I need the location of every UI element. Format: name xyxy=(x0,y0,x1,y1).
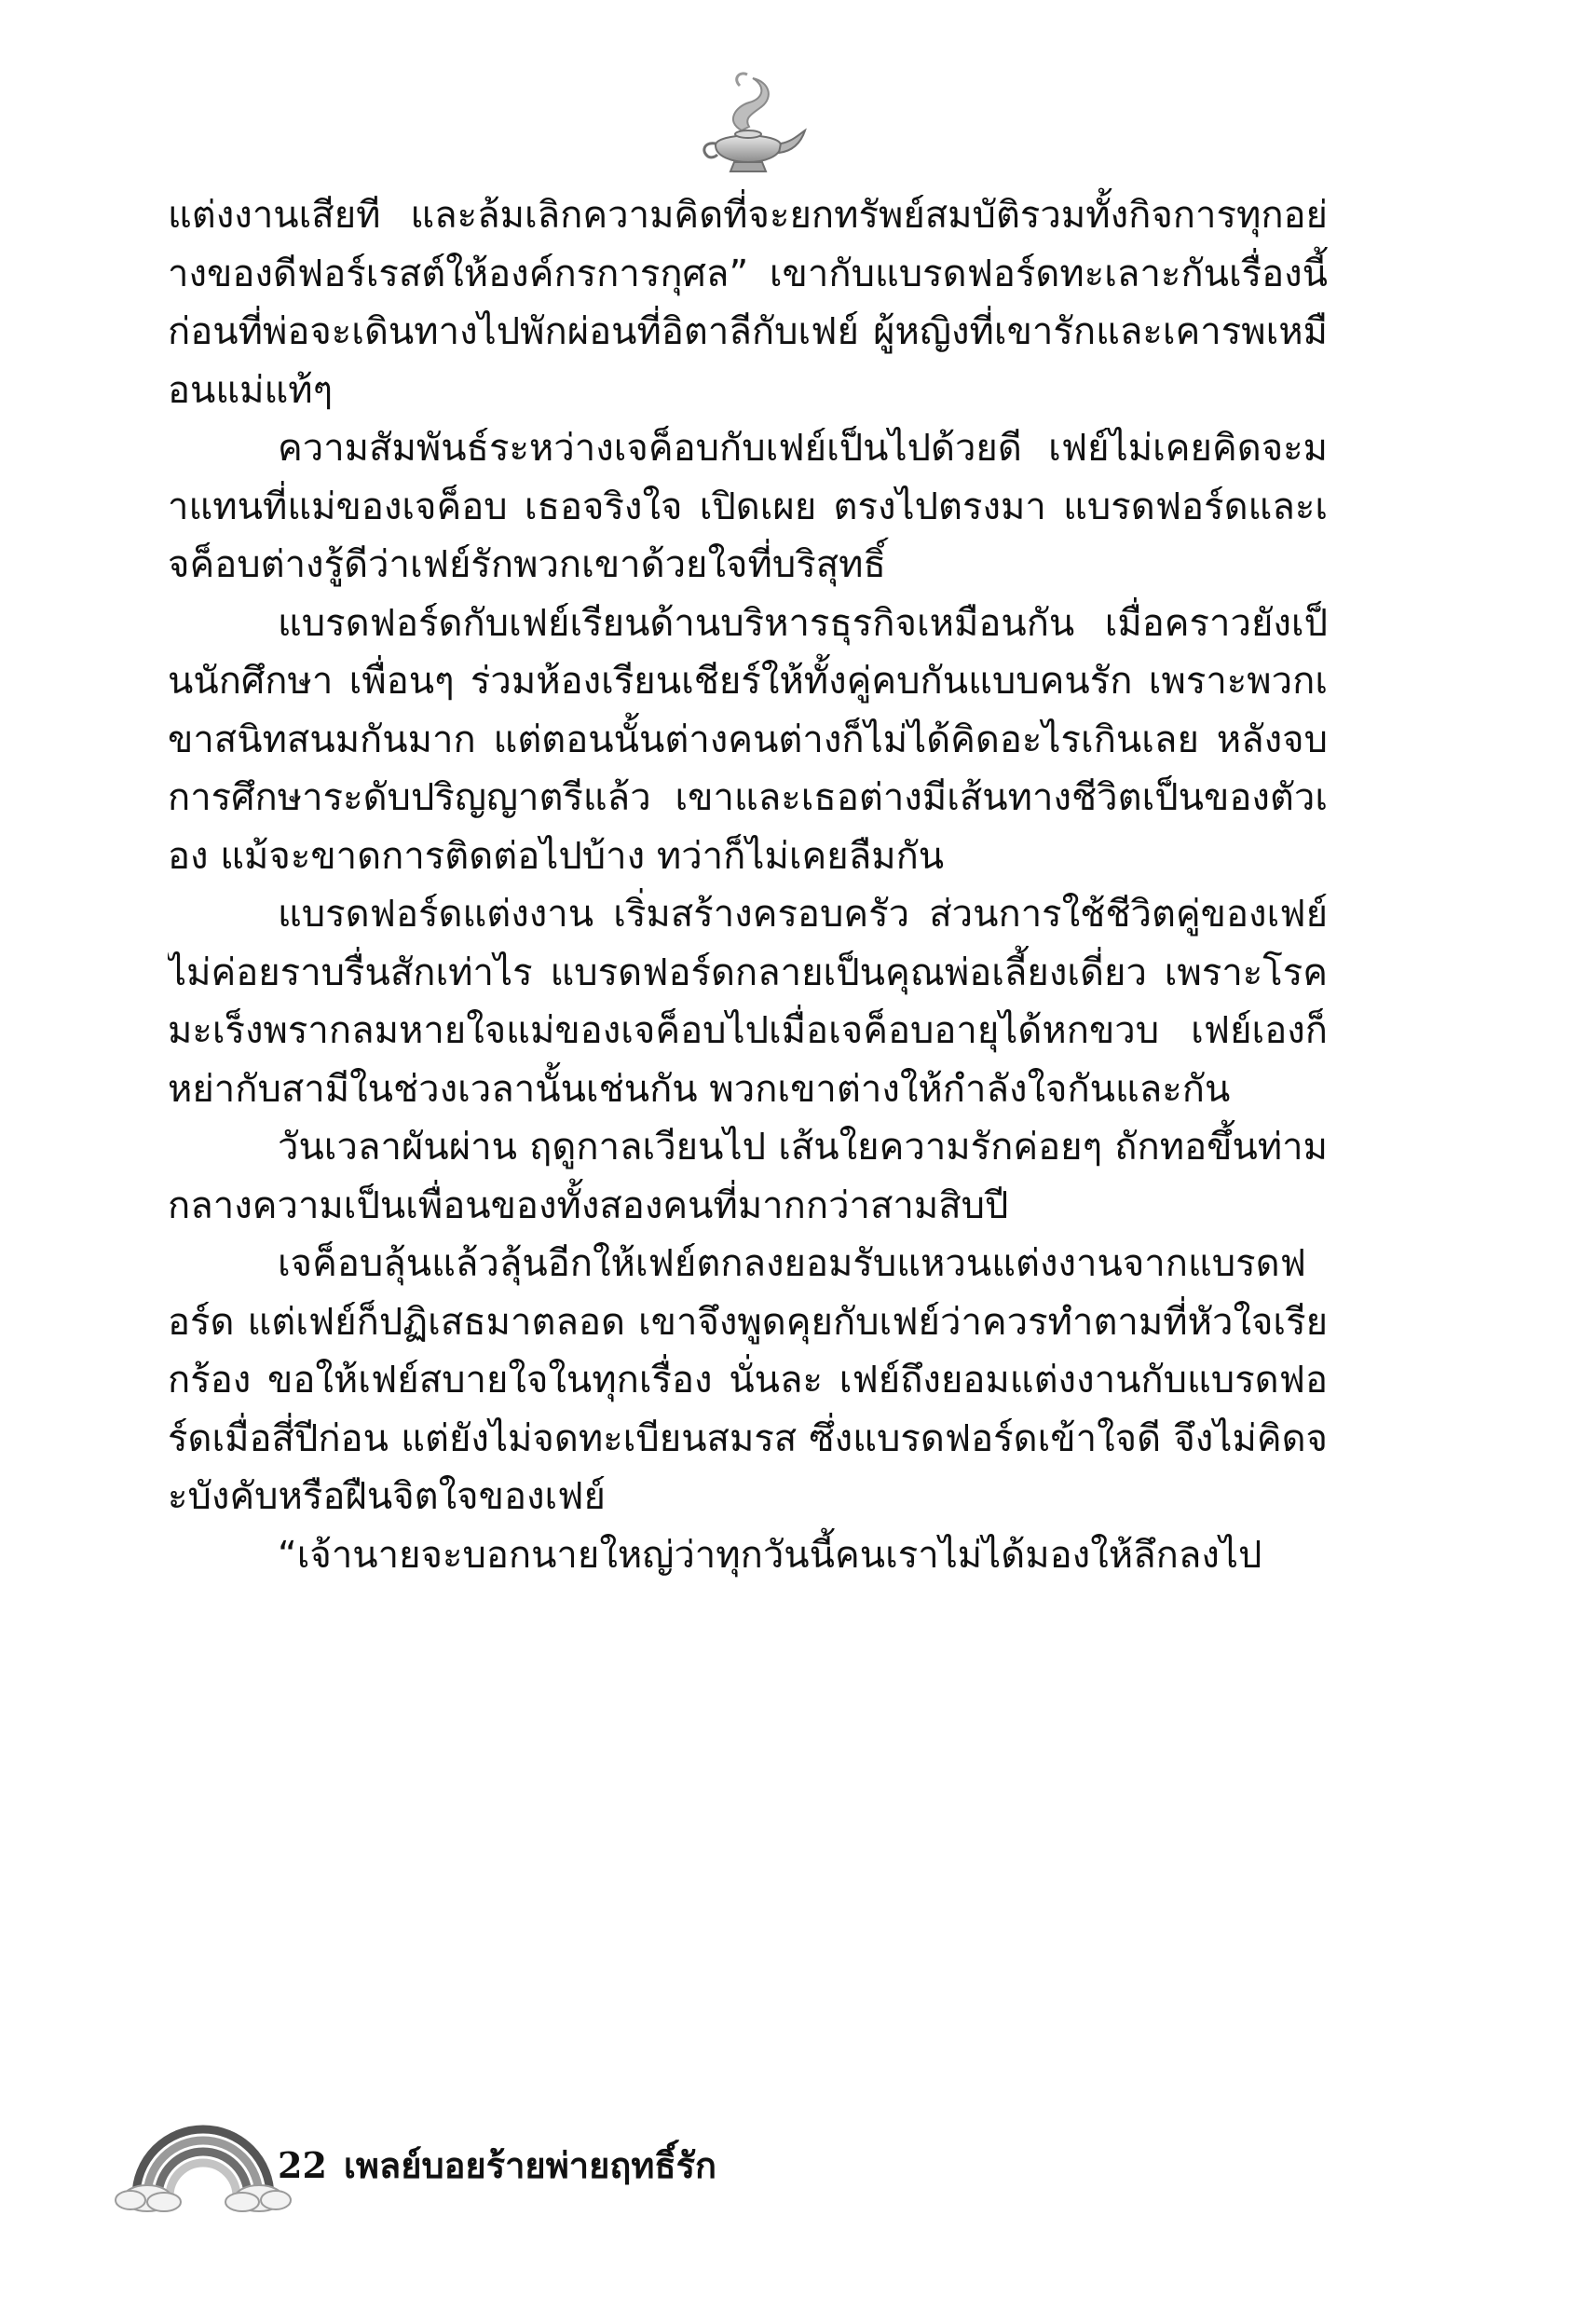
paragraph: “เจ้านายจะบอกนายใหญ่ว่าทุกวันนี้คนเราไม่ได้มองให้ลึกลงไป xyxy=(278,1533,1262,1577)
page-number: 22 xyxy=(278,2144,327,2186)
rainbow-cloud-icon xyxy=(110,2111,296,2213)
book-title: เพลย์บอยร้ายพ่ายฤทธิ์รัก xyxy=(343,2144,717,2186)
body-text xyxy=(168,186,1328,2106)
paragraph: แบรดฟอร์ดกับเฟย์เรียนด้านบริหารธุรกิจเหมือนกัน เมื่อคราวยังเป็นนักศึกษา เพื่อนๆ ร่วมห้องเรียนเชียร์ให้ทั้งคู่คบกันแบบคนรัก เพราะพวกเขาสนิทสนมกันมาก แต่ตอนนั้นต่างคนต่างก็ไม่ได้คิดอะไรเกินเลย หลังจบการศึกษาระดับปริญญาตรีแล้ว เขาและเธอต่างมีเส้นทางชีวิตเป็นของตัวเอง แม้จะขาดการติดต่อไปบ้าง ทว่าก็ไม่เคยลืมกัน xyxy=(168,601,1328,878)
paragraph: ความสัมพันธ์ระหว่างเจค็อบกับเฟย์เป็นไปด้วยดี เฟย์ไม่เคยคิดจะมาแทนที่แม่ของเจค็อบ เธอจริงใจ เปิดเผย ตรงไปตรงมา แบรดฟอร์ดและเจค็อบต่างรู้ดีว่าเฟย์รักพวกเขาด้วยใจที่บริสุทธิ์ xyxy=(168,427,1328,586)
paragraph: แต่งงานเสียที และล้มเลิกความคิดที่จะยกทรัพย์สมบัติรวมทั้งกิจการทุกอย่างของดีฟอร์เรสต์ให้องค์กรการกุศล” เขากับแบรดฟอร์ดทะเลาะกันเรื่องนี้ ก่อนที่พ่อจะเดินทางไปพักผ่อนที่อิตาลีกับเฟย์ ผู้หญิงที่เขารักและเคารพเหมือนแม่แท้ๆ xyxy=(168,194,1328,412)
genie-lamp-icon xyxy=(688,65,809,186)
paragraph: เจค็อบลุ้นแล้วลุ้นอีกให้เฟย์ตกลงยอมรับแหวนแต่งงานจากแบรดฟอร์ด แต่เฟย์ก็ปฏิเสธมาตลอด เขาจึงพูดคุยกับเฟย์ว่าควรทำตามที่หัวใจเรียกร้อง ขอให้เฟย์สบายใจในทุกเรื่อง นั่นละ เฟย์ถึงยอมแต่งงานกับแบรดฟอร์ดเมื่อสี่ปีก่อน แต่ยังไม่จดทะเบียนสมรส ซึ่งแบรดฟอร์ดเข้าใจดี จึงไม่คิดจะบังคับหรือฝืนจิตใจของเฟย์ xyxy=(168,1242,1328,1518)
footer-text xyxy=(278,2142,716,2189)
page-footer xyxy=(110,2111,818,2213)
paragraph: แบรดฟอร์ดแต่งงาน เริ่มสร้างครอบครัว ส่วนการใช้ชีวิตคู่ของเฟย์ไม่ค่อยราบรื่นสักเท่าไร แบรดฟอร์ดกลายเป็นคุณพ่อเลี้ยงเดี่ยว เพราะโรคมะเร็งพรากลมหายใจแม่ของเจค็อบไปเมื่อเจค็อบอายุได้หกขวบ เฟย์เองก็หย่ากับสามีในช่วงเวลานั้นเช่นกัน พวกเขาต่างให้กำลังใจกันและกัน xyxy=(168,893,1328,1111)
paragraph: วันเวลาผันผ่าน ฤดูกาลเวียนไป เส้นใยความรักค่อยๆ ถักทอขึ้นท่ามกลางความเป็นเพื่อนของทั้งสองคนที่มากกว่าสามสิบปี xyxy=(168,1126,1328,1227)
